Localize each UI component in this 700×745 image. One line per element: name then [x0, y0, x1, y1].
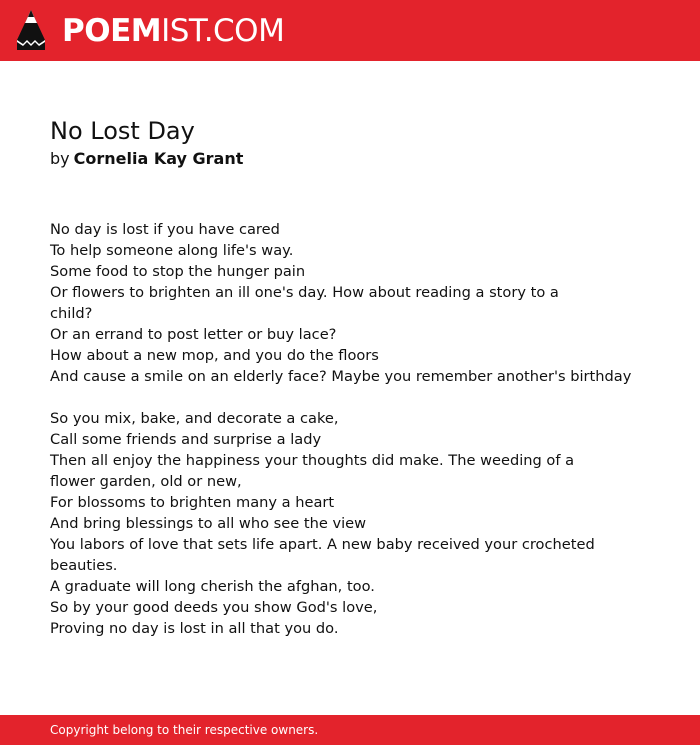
site-header	[0, 0, 700, 61]
by-label: by	[50, 149, 70, 168]
poem-stanza	[50, 219, 632, 387]
poem-line: child?	[50, 305, 93, 322]
pencil-tip-icon[interactable]	[15, 8, 47, 52]
poem-line: Proving no day is lost in all that you do.	[50, 620, 339, 637]
brand-bold-text: POEM	[62, 13, 162, 49]
poem-line: So by your good deeds you show God's love,	[50, 599, 378, 616]
poem-line: A graduate will long cherish the afghan, too.	[50, 578, 375, 595]
poem-title: No Lost Day	[50, 117, 195, 145]
poem-line: Then all enjoy the happiness your thoughts did make. The weeding of a	[50, 452, 575, 469]
poem-stanza	[50, 408, 610, 639]
brand-light-text: IST.COM	[161, 13, 285, 49]
poem-line: Call some friends and surprise a lady	[50, 431, 322, 448]
poem-line: Some food to stop the hunger pain	[50, 263, 306, 280]
poem-line: How about a new mop, and you do the floors	[50, 347, 379, 364]
site-footer	[0, 715, 700, 745]
poem-line: You labors of love that sets life apart. A new baby received your crocheted	[50, 536, 595, 553]
poem-line: Or flowers to brighten an ill one's day. How about reading a story to a	[50, 284, 559, 301]
author-name-link[interactable]: Cornelia Kay Grant	[73, 149, 244, 168]
poem-line: So you mix, bake, and decorate a cake,	[50, 410, 339, 427]
copyright-text: Copyright belong to their respective owners.	[50, 723, 319, 737]
site-logo-link[interactable]	[62, 11, 284, 51]
poem-body	[50, 219, 632, 660]
poem-line: And cause a smile on an elderly face? Maybe you remember another's birthday	[50, 368, 632, 385]
poem-byline	[50, 148, 243, 170]
poem-line: And bring blessings to all who see the view	[50, 515, 367, 532]
poem-line: To help someone along life's way.	[50, 242, 294, 259]
poem-line: For blossoms to brighten many a heart	[50, 494, 335, 511]
poem-line: Or an errand to post letter or buy lace?	[50, 326, 337, 343]
poem-line: No day is lost if you have cared	[50, 221, 280, 238]
poem-line: flower garden, old or new,	[50, 473, 242, 490]
poem-line: beauties.	[50, 557, 118, 574]
